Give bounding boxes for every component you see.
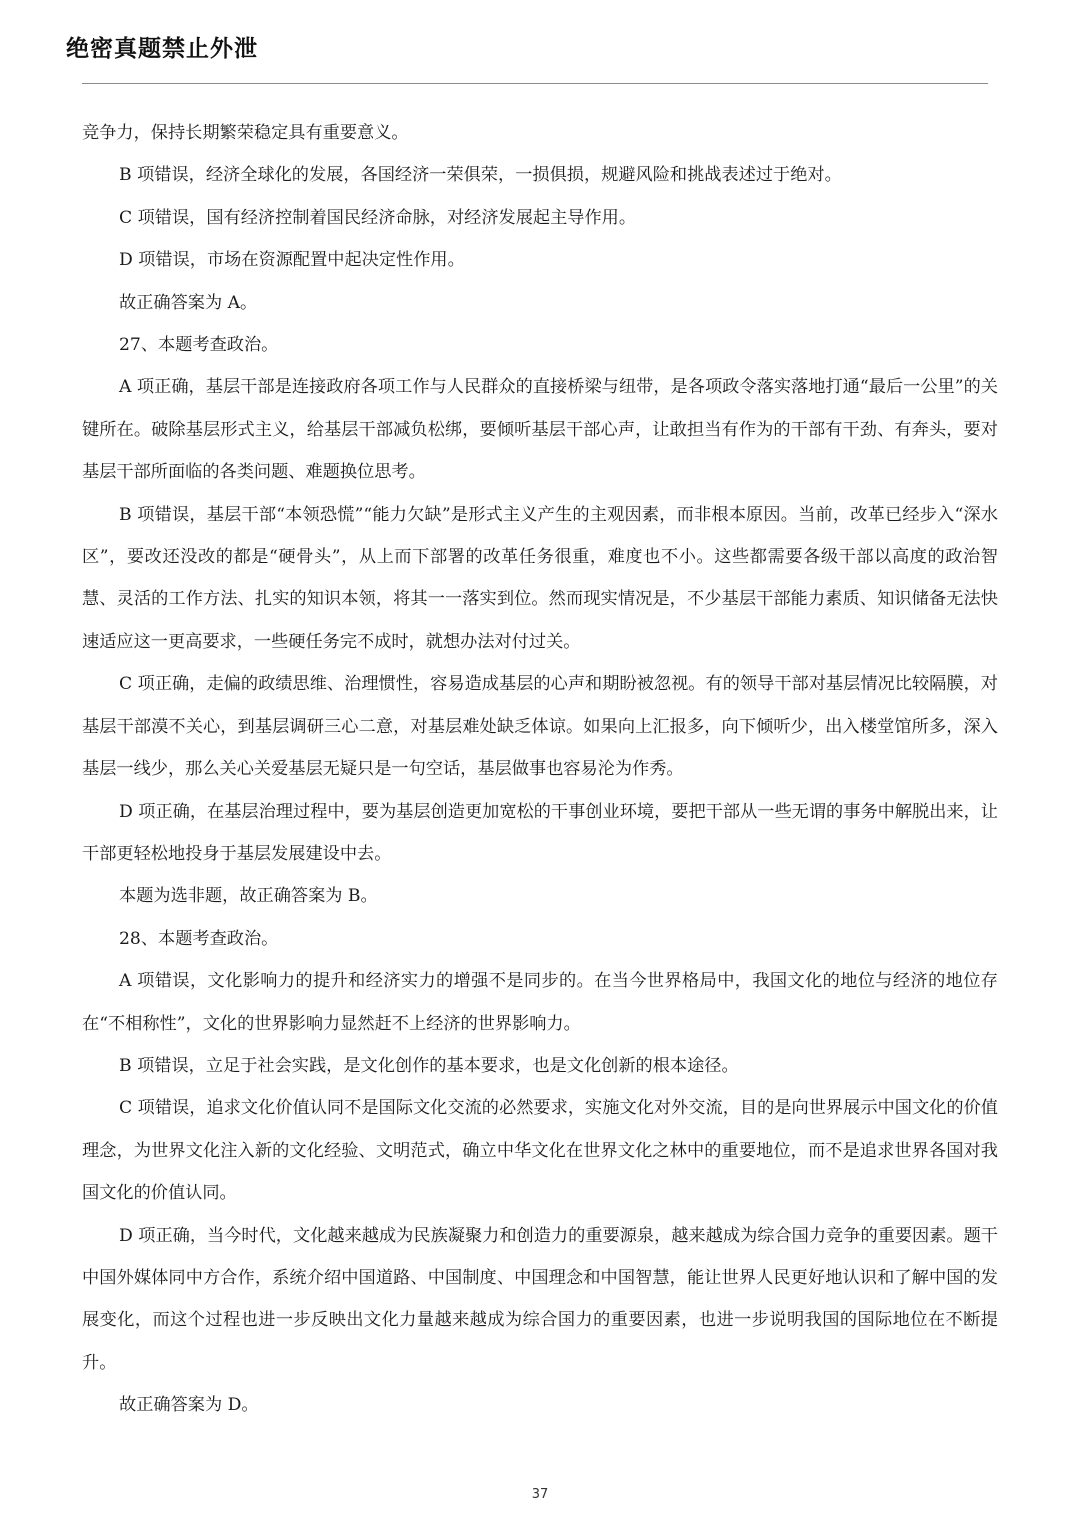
paragraph: A 项正确，基层干部是连接政府各项工作与人民群众的直接桥梁与纽带，是各项政令落实落地打通“最后一公里”的关键所在。破除基层形式主义，给基层干部减负松绑，要倾听基层干部心声，让敢担当有作为的干部有干劲、有奔头，要对基层干部所面临的各类问题、难题换位思考。 xyxy=(82,377,998,483)
answer-line: 故正确答案为 A。 xyxy=(119,292,258,313)
paragraph: C 项错误，国有经济控制着国民经济命脉，对经济发展起主导作用。 xyxy=(119,207,637,228)
paragraph: B 项错误，立足于社会实践，是文化创作的基本要求，也是文化创新的根本途径。 xyxy=(119,1055,739,1076)
page-header-title: 绝密真题禁止外泄 xyxy=(66,36,258,62)
paragraph: 竞争力，保持长期繁荣稳定具有重要意义。 xyxy=(82,123,409,143)
paragraph: A 项错误，文化影响力的提升和经济实力的增强不是同步的。在当今世界格局中，我国文化的地位与经济的地位存在“不相称性”，文化的世界影响力显然赶不上经济的世界影响力。 xyxy=(82,971,998,1034)
header-divider xyxy=(82,83,988,84)
question-heading: 27、本题考查政治。 xyxy=(119,335,279,356)
paragraph: C 项正确，走偏的政绩思维、治理惯性，容易造成基层的心声和期盼被忽视。有的领导干部对基层情况比较隔膜，对基层干部漠不关心，到基层调研三心二意，对基层难处缺乏体谅。如果向上汇报多，向下倾听少，出入楼堂馆所多，深入基层一线少，那么关心关爱基层无疑只是一句空话，基层做事也容易沦为作秀。 xyxy=(82,674,998,780)
paragraph: D 项正确，当今时代，文化越来越成为民族凝聚力和创造力的重要源泉，越来越成为综合国力竞争的重要因素。题干中国外媒体同中方合作，系统介绍中国道路、中国制度、中国理念和中国智慧，能让世界人民更好地认识和了解中国的发展变化，而这个过程也进一步反映出文化力量越来越成为综合国力的重要因素，也进一步说明我国的国际地位在不断提升。 xyxy=(82,1225,998,1373)
document-body xyxy=(82,112,998,1427)
paragraph: C 项错误，追求文化价值认同不是国际文化交流的必然要求，实施文化对外交流，目的是向世界展示中国文化的价值理念，为世界文化注入新的文化经验、文明范式，确立中华文化在世界文化之林中的重要地位，而不是追求世界各国对我国文化的价值认同。 xyxy=(82,1098,998,1204)
paragraph: B 项错误，经济全球化的发展，各国经济一荣俱荣，一损俱损，规避风险和挑战表述过于绝对。 xyxy=(119,165,842,186)
answer-line: 故正确答案为 D。 xyxy=(119,1395,259,1416)
paragraph: D 项错误，市场在资源配置中起决定性作用。 xyxy=(119,250,465,271)
paragraph: B 项错误，基层干部“本领恐慌”“能力欠缺”是形式主义产生的主观因素，而非根本原因。当前，改革已经步入“深水区”，要改还没改的都是“硬骨头”，从上而下部署的改革任务很重，难度也不小。这些都需要各级干部以高度的政治智慧、灵活的工作方法、扎实的知识本领，将其一一落实到位。然而现实情况是，不少基层干部能力素质、知识储备无法快速适应这一更高要求，一些硬任务完不成时，就想办法对付过关。 xyxy=(82,504,998,652)
question-heading: 28、本题考查政治。 xyxy=(119,928,279,949)
answer-line: 本题为选非题，故正确答案为 B。 xyxy=(119,886,378,907)
paragraph: D 项正确，在基层治理过程中，要为基层创造更加宽松的干事创业环境，要把干部从一些无谓的事务中解脱出来，让干部更轻松地投身于基层发展建设中去。 xyxy=(82,801,998,864)
page-number: 37 xyxy=(531,1487,549,1502)
